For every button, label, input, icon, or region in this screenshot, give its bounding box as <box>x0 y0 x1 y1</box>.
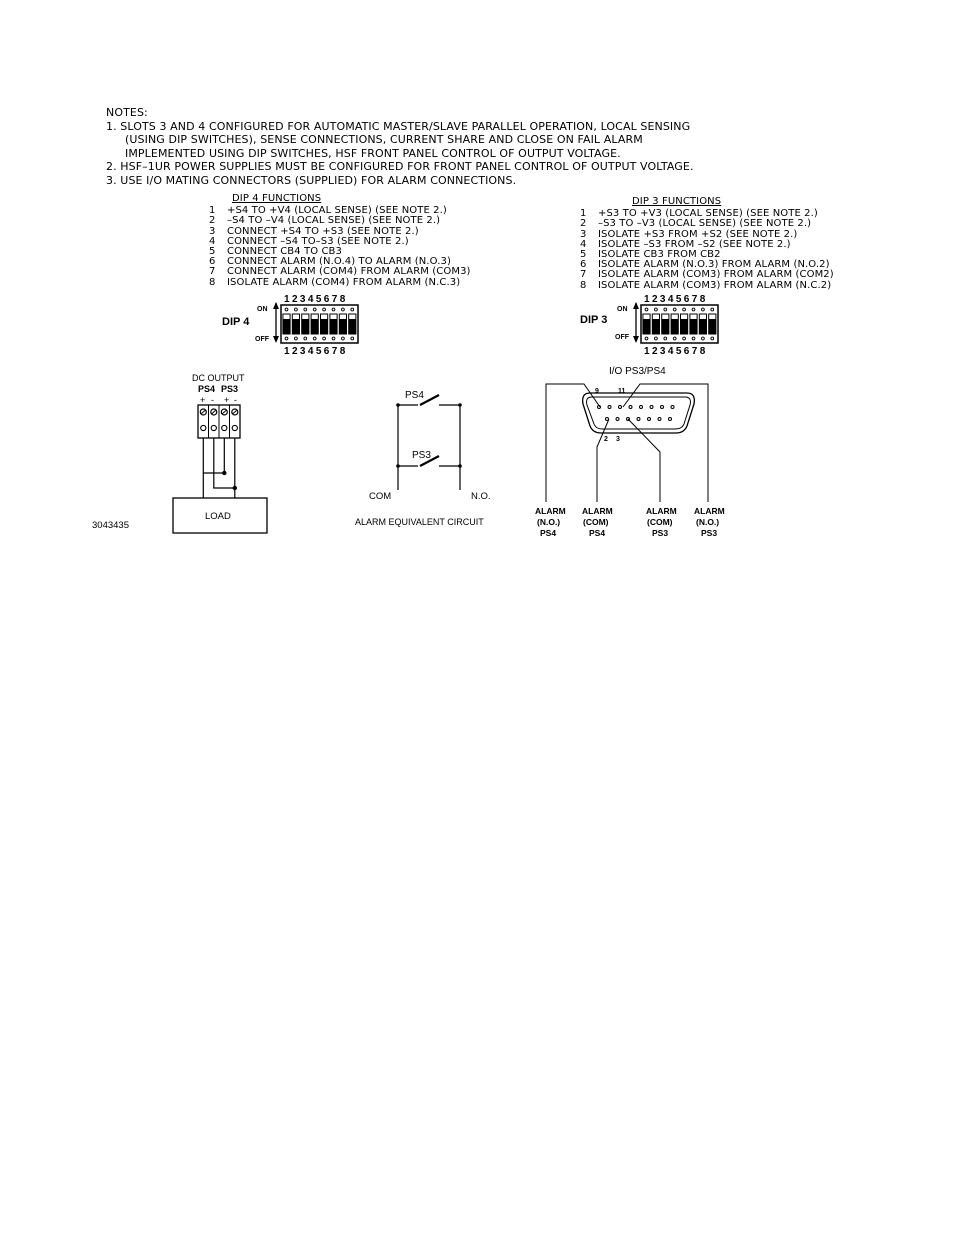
dip-dot <box>664 308 667 311</box>
db15-pin <box>608 406 611 409</box>
db15-pin <box>616 418 619 421</box>
dip3-switch-levers <box>643 314 716 334</box>
pin-label: 9 <box>595 388 599 395</box>
alarm-labels <box>535 506 725 538</box>
dip3-function-text: ISOLATE CB3 FROM CB2 <box>598 249 721 261</box>
dip3-top-numbers: 12345678 <box>644 294 708 305</box>
db15-pin <box>669 418 672 421</box>
dip-switch-lever <box>662 319 669 334</box>
dip4-function-text: CONNECT ALARM (N.O.4) TO ALARM (N.O.3) <box>227 256 451 268</box>
alarm-label: ALARM <box>535 506 566 516</box>
dc-output-block <box>173 373 267 533</box>
alarm-circuit-com-label: COM <box>369 491 392 502</box>
io-connector <box>535 366 725 538</box>
dip3-function-num: 5 <box>580 249 587 261</box>
dip-switch-lever <box>643 319 650 334</box>
db15-pin <box>619 406 622 409</box>
dip-switch-lever <box>321 319 328 334</box>
dip3-function-text: +S3 TO +V3 (LOCAL SENSE) (SEE NOTE 2.) <box>598 208 818 220</box>
dip4-function-num: 8 <box>209 276 216 288</box>
alarm-label: PS4 <box>540 528 557 538</box>
alarm-circuit-no-label: N.O. <box>471 491 491 502</box>
dip3-function-text: ISOLATE ALARM (COM3) FROM ALARM (COM2) <box>598 269 834 281</box>
dip3-bottom-dots <box>645 337 714 340</box>
dc-output-title: DC OUTPUT <box>192 373 245 383</box>
dip-dot <box>692 337 695 340</box>
dip-dot <box>332 308 335 311</box>
note-1: 1. SLOTS 3 AND 4 CONFIGURED FOR AUTOMATIC MASTER/SLAVE PARALLEL OPERATION, LOCAL SENSING <box>106 119 691 133</box>
db15-pin <box>671 406 674 409</box>
dip-switch-lever <box>283 319 290 334</box>
alarm-label: (COM) <box>647 517 673 527</box>
dip4-function-num: 3 <box>209 225 216 237</box>
db15-inner-shell <box>587 397 691 429</box>
dip-dot <box>285 308 288 311</box>
dip3-function-num: 3 <box>580 228 587 240</box>
dip3-top-dots <box>645 308 714 311</box>
dip-dot <box>342 308 345 311</box>
dip-dot <box>702 337 705 340</box>
dc-output-wiring <box>203 438 235 498</box>
dip4-function-text: –S4 TO –V4 (LOCAL SENSE) (SEE NOTE 2.) <box>227 215 441 227</box>
dip-dot <box>692 308 695 311</box>
dip-dot <box>342 337 345 340</box>
dip4-label: DIP 4 <box>222 316 250 328</box>
dip3-function-text: ISOLATE ALARM (N.O.3) FROM ALARM (N.O.2) <box>598 259 830 271</box>
alarm-label: ALARM <box>646 506 677 516</box>
dip-switch-lever <box>339 319 346 334</box>
dip-dot <box>313 308 316 311</box>
dip3-function-num: 2 <box>580 218 587 230</box>
dip-dot <box>323 337 326 340</box>
dip3-function-text: ISOLATE +S3 FROM +S2 (SEE NOTE 2.) <box>598 228 798 240</box>
dip-switch-lever <box>699 319 706 334</box>
alarm-label: PS3 <box>701 528 718 538</box>
db15-pin <box>640 406 643 409</box>
dip-dot <box>673 337 676 340</box>
load-label: LOAD <box>205 511 231 522</box>
dip-switch-lever <box>652 319 659 334</box>
dip-dot <box>332 337 335 340</box>
dip-switch-lever <box>671 319 678 334</box>
dip3-function-num: 6 <box>580 259 587 271</box>
dip-dot <box>323 308 326 311</box>
dip4-off-label: OFF <box>255 336 269 343</box>
dip3-arrowhead-down <box>633 336 639 343</box>
dip4-top-dots <box>285 308 354 311</box>
dip-dot <box>351 337 354 340</box>
dc-output-ps3-label: PS3 <box>221 384 239 394</box>
db15-pin <box>650 406 653 409</box>
terminal-polarity: + <box>224 395 230 405</box>
dip4-function-num: 1 <box>209 205 216 217</box>
dip4-arrowhead-down <box>273 336 279 343</box>
dip-dot <box>304 308 307 311</box>
terminal-polarity: + <box>200 395 206 405</box>
dip4-function-text: CONNECT ALARM (COM4) FROM ALARM (COM3) <box>227 266 471 278</box>
alarm-label: (COM) <box>583 517 609 527</box>
dip-dot <box>683 337 686 340</box>
dip3-bottom-numbers: 12345678 <box>644 346 708 357</box>
db15-shell <box>583 393 695 433</box>
dip-dot <box>655 308 658 311</box>
dip4-function-num: 7 <box>209 266 216 278</box>
dip4-switch-levers <box>283 314 356 334</box>
dip3-function-text: ISOLATE –S3 FROM –S2 (SEE NOTE 2.) <box>598 238 791 250</box>
dip4-top-numbers: 12345678 <box>284 294 348 305</box>
db15-pins <box>598 406 675 421</box>
alarm-equivalent-circuit <box>355 390 491 527</box>
db15-pin <box>648 418 651 421</box>
dip3-function-num: 7 <box>580 269 587 281</box>
terminal-polarity: - <box>234 395 237 405</box>
dip-dot <box>351 308 354 311</box>
dip3-function-num: 8 <box>580 279 587 291</box>
dip-dot <box>711 337 714 340</box>
dip4-function-text: CONNECT –S4 TO–S3 (SEE NOTE 2.) <box>227 235 409 247</box>
dip-switch-lever <box>681 319 688 334</box>
terminal-polarity: - <box>211 395 214 405</box>
dip-dot <box>295 308 298 311</box>
alarm-circuit-ps4-label: PS4 <box>405 390 424 401</box>
dip4-function-text: ISOLATE ALARM (COM4) FROM ALARM (N.C.3) <box>227 276 461 288</box>
io-connector-title: I/O PS3/PS4 <box>609 366 666 377</box>
dc-output-ps4-label: PS4 <box>198 384 216 394</box>
alarm-label: ALARM <box>582 506 613 516</box>
note-2: 2. HSF–1UR POWER SUPPLIES MUST BE CONFIGURED FOR FRONT PANEL CONTROL OF OUTPUT VOLTAGE. <box>106 160 694 174</box>
pin-label: 2 <box>604 436 608 443</box>
notes-heading: NOTES: <box>106 106 148 119</box>
dip-dot <box>645 337 648 340</box>
dip3-functions-title: DIP 3 FUNCTIONS <box>632 196 722 207</box>
dip4-arrowhead-up <box>273 302 279 309</box>
wire-junction <box>222 471 226 475</box>
alarm-label: PS3 <box>652 528 669 538</box>
dip4-function-text: +S4 TO +V4 (LOCAL SENSE) (SEE NOTE 2.) <box>227 205 447 217</box>
dip4-bottom-numbers: 12345678 <box>284 346 348 357</box>
dip-dot <box>673 308 676 311</box>
alarm-circuit-ps3-label: PS3 <box>412 450 431 461</box>
dip3-switch <box>580 294 718 357</box>
note-1-cont-a: (USING DIP SWITCHES), SENSE CONNECTIONS, CURRENT SHARE AND CLOSE ON FAIL ALARM <box>125 133 643 147</box>
dip-dot <box>655 337 658 340</box>
dip-dot <box>711 308 714 311</box>
dip-dot <box>702 308 705 311</box>
pin-label: 11 <box>618 388 626 395</box>
db15-pin <box>637 418 640 421</box>
dip4-function-num: 5 <box>209 246 216 258</box>
db15-pin <box>661 406 664 409</box>
dip4-function-num: 4 <box>209 235 216 247</box>
dip-switch-lever <box>330 319 337 334</box>
dip3-off-label: OFF <box>615 334 629 341</box>
dip-dot <box>313 337 316 340</box>
dip3-function-num: 1 <box>580 208 587 220</box>
dip4-functions-title: DIP 4 FUNCTIONS <box>232 193 322 204</box>
dip3-function-text: ISOLATE ALARM (COM3) FROM ALARM (N.C.2) <box>598 279 832 291</box>
dip-dot <box>304 337 307 340</box>
pin-label: 3 <box>616 436 620 443</box>
alarm-label: ALARM <box>694 506 725 516</box>
db15-pin <box>629 406 632 409</box>
dip4-function-text: CONNECT CB4 TO CB3 <box>227 246 342 258</box>
note-1-cont-b: IMPLEMENTED USING DIP SWITCHES, HSF FRONT PANEL CONTROL OF OUTPUT VOLTAGE. <box>125 146 621 160</box>
drawing-number: 3043435 <box>92 520 129 531</box>
dip-switch-lever <box>302 319 309 334</box>
dip-switch-lever <box>349 319 356 334</box>
dip4-function-text: CONNECT +S4 TO +S3 (SEE NOTE 2.) <box>227 225 419 237</box>
dip4-function-num: 6 <box>209 256 216 268</box>
dip3-on-label: ON <box>617 306 628 313</box>
dip-switch-lever <box>311 319 318 334</box>
dip-dot <box>664 337 667 340</box>
dip-switch-lever <box>690 319 697 334</box>
wire-junction <box>233 486 237 490</box>
dip3-label: DIP 3 <box>580 314 608 326</box>
note-3: 3. USE I/O MATING CONNECTORS (SUPPLIED) FOR ALARM CONNECTIONS. <box>106 173 517 187</box>
dip4-switch <box>222 294 358 357</box>
alarm-label: (N.O.) <box>696 517 720 527</box>
dip-dot <box>645 308 648 311</box>
dip-dot <box>295 337 298 340</box>
dip-switch-lever <box>292 319 299 334</box>
dip-switch-lever <box>709 319 716 334</box>
dip-dot <box>683 308 686 311</box>
alarm-label: (N.O.) <box>537 517 561 527</box>
alarm-circuit-caption: ALARM EQUIVALENT CIRCUIT <box>355 517 484 527</box>
dip3-function-num: 4 <box>580 238 587 250</box>
dip3-arrowhead-up <box>633 302 639 309</box>
dip3-function-text: –S3 TO –V3 (LOCAL SENSE) (SEE NOTE 2.) <box>598 218 812 230</box>
dip4-bottom-dots <box>285 337 354 340</box>
db15-pin <box>658 418 661 421</box>
dip-dot <box>285 337 288 340</box>
dip4-function-num: 2 <box>209 215 216 227</box>
dip4-on-label: ON <box>257 306 268 313</box>
alarm-label: PS4 <box>589 528 606 538</box>
io-connector-leads <box>546 384 708 502</box>
